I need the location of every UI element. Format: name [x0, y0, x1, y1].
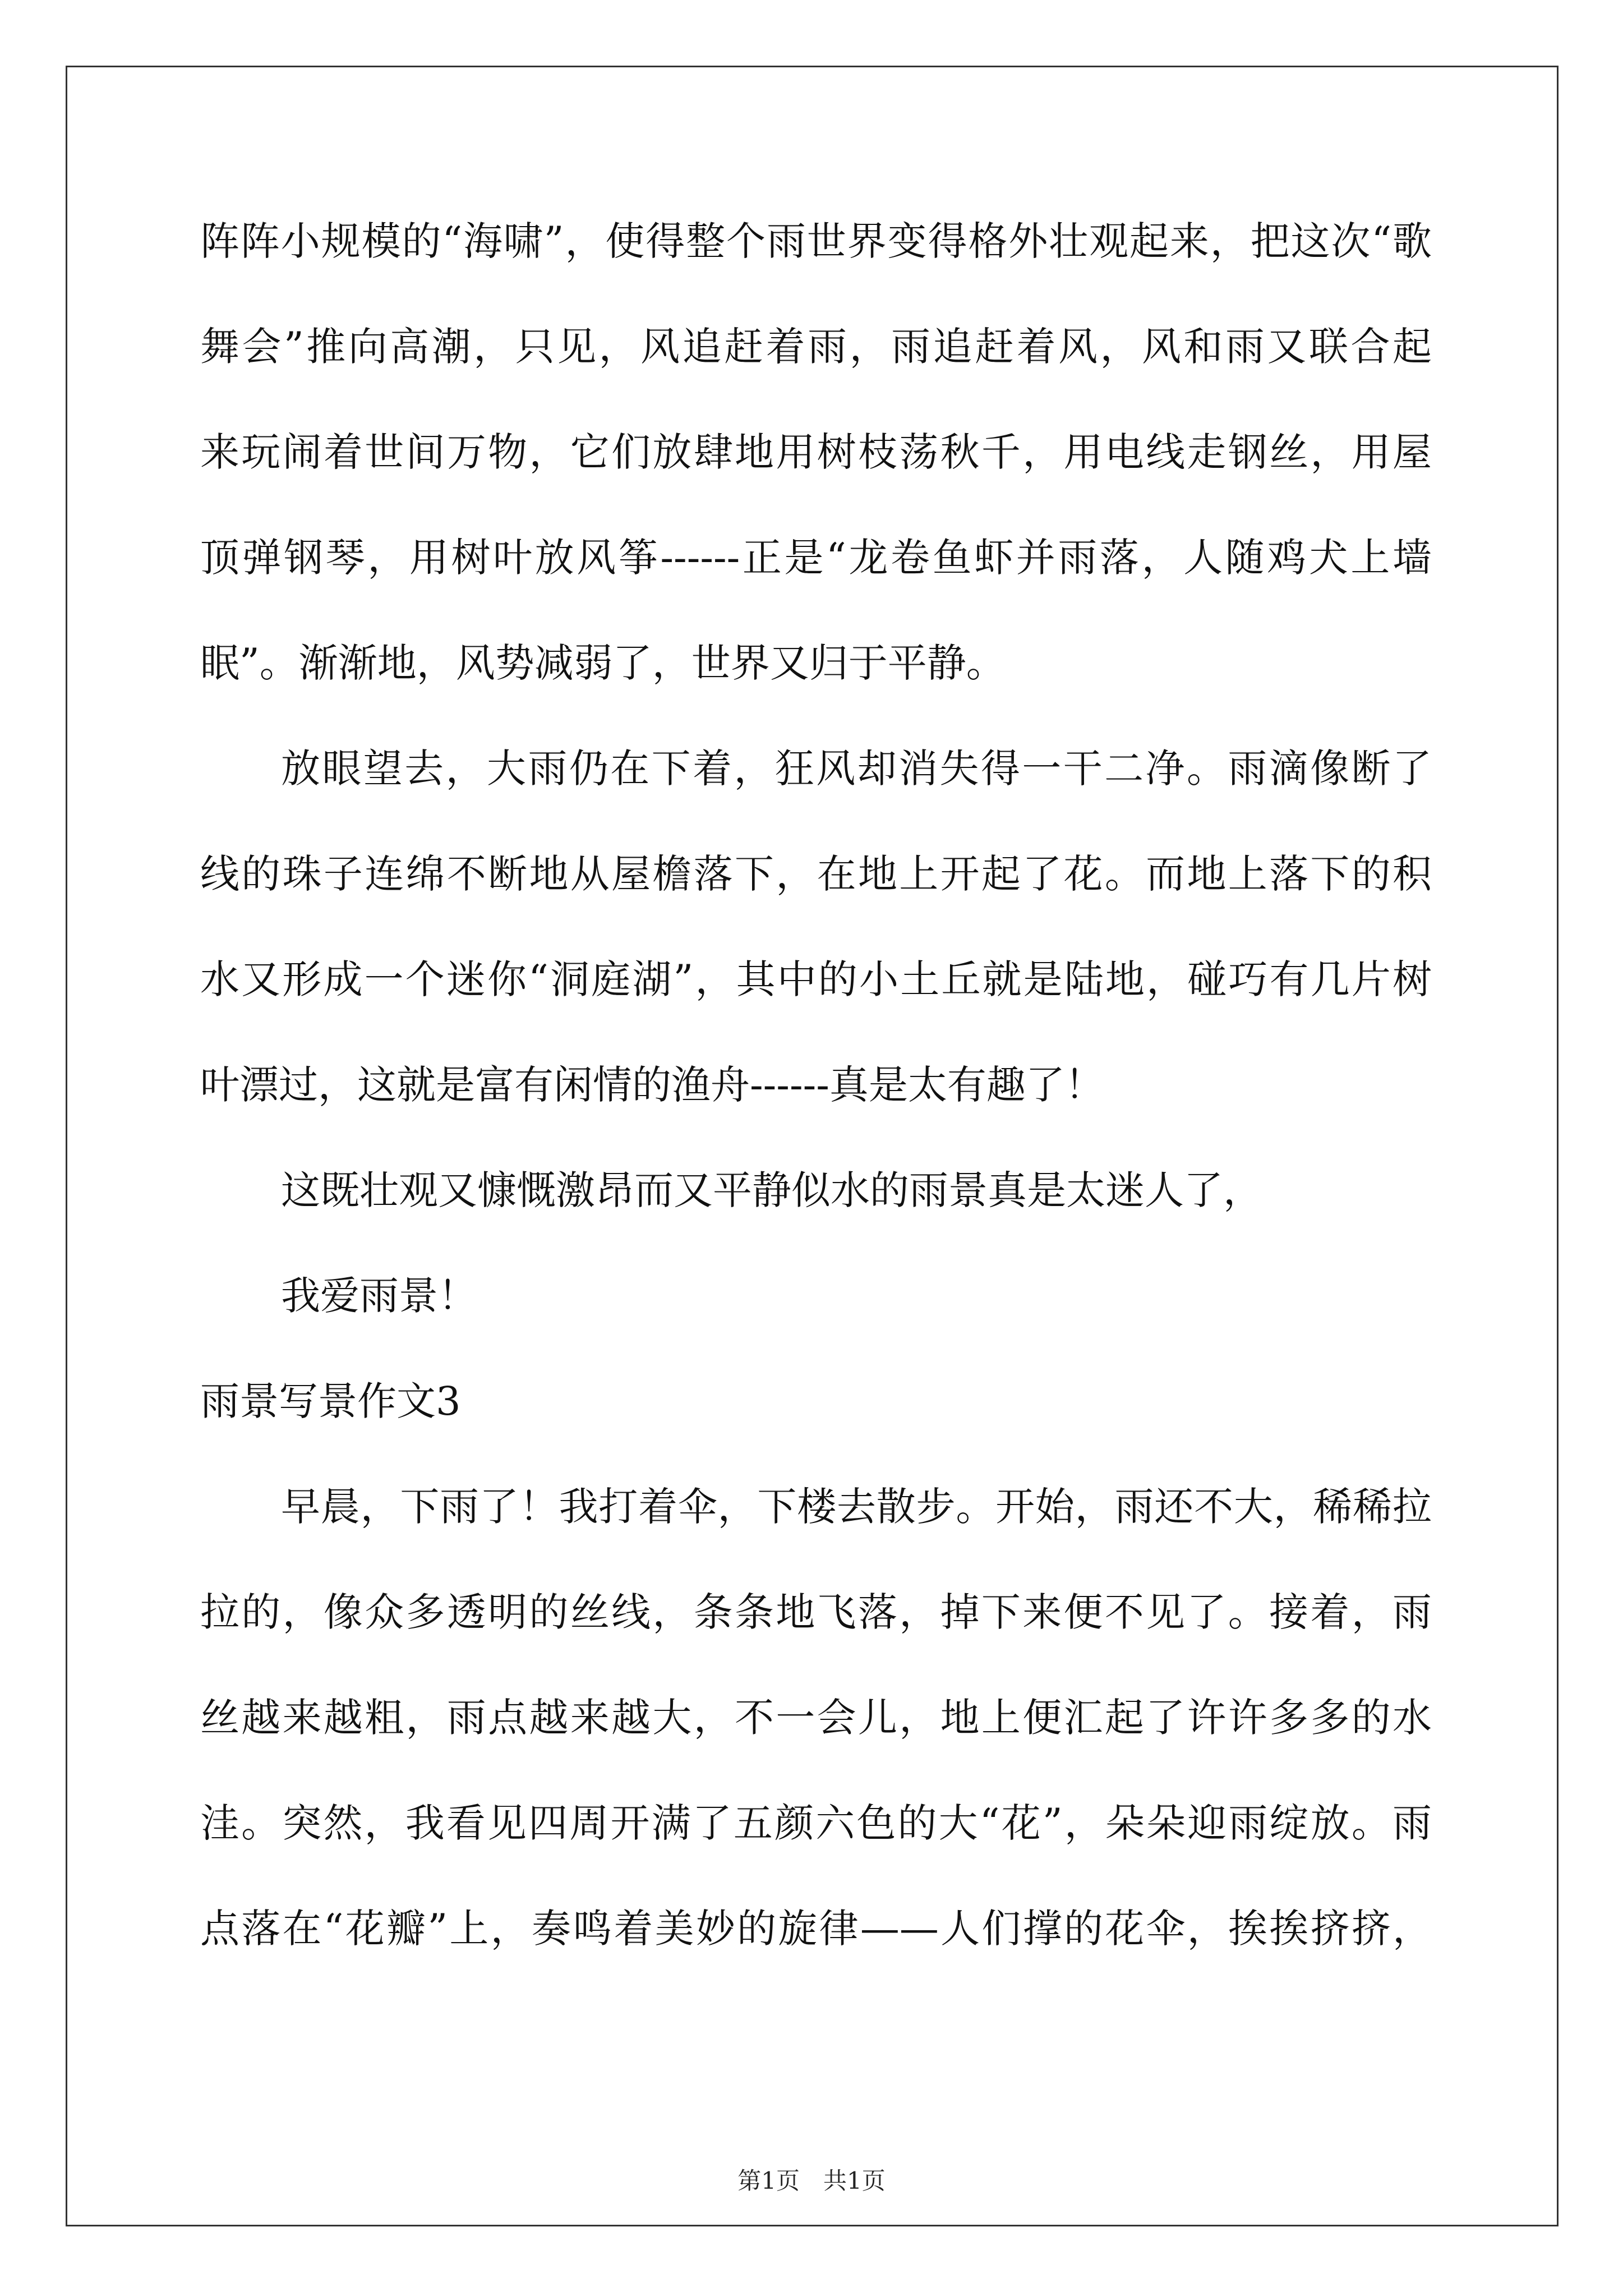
text-line: 洼。突然，我看见四周开满了五颜六色的大“花”，朵朵迎雨绽放。雨: [200, 1800, 1432, 1846]
text-line: 阵阵小规模的“海啸”，使得整个雨世界变得格外壮观起来，把这次“歌: [200, 218, 1432, 264]
text-line: 顶弹钢琴，用树叶放风筝------正是“龙卷鱼虾并雨落，人随鸡犬上墙: [200, 535, 1432, 581]
page-number-footer: 第1页 共1页: [737, 2167, 886, 2194]
text-line: 叶漂过，这就是富有闲情的渔舟------真是太有趣了！: [200, 1062, 1104, 1108]
paragraph-first-line: 这既壮观又慷慨激昂而又平静似水的雨景真是太迷人了，: [281, 1167, 1262, 1213]
section-heading: 雨景写景作文3: [200, 1378, 461, 1424]
text-line: 舞会”推向高潮，只见，风追赶着雨，雨追赶着风，风和雨又联合起: [200, 324, 1432, 370]
text-line: 眠”。渐渐地，风势减弱了，世界又归于平静。: [200, 640, 1006, 686]
paragraph-first-line: 早晨，下雨了！我打着伞，下楼去散步。开始，雨还不大，稀稀拉: [281, 1484, 1432, 1530]
text-line: 线的珠子连绵不断地从屋檐落下，在地上开起了花。而地上落下的积: [200, 851, 1432, 897]
paragraph-first-line: 放眼望去，大雨仍在下着，狂风却消失得一干二净。雨滴像断了: [281, 746, 1432, 792]
text-line: 点落在“花瓣”上，奏鸣着美妙的旋律——人们撑的花伞，挨挨挤挤，: [200, 1906, 1432, 1952]
text-line: 拉的，像众多透明的丝线，条条地飞落，掉下来便不见了。接着，雨: [200, 1589, 1432, 1635]
paragraph-first-line: 我爱雨景！: [281, 1273, 477, 1319]
text-line: 来玩闹着世间万物，它们放肆地用树枝荡秋千，用电线走钢丝，用屋: [200, 429, 1432, 475]
text-line: 水又形成一个迷你“洞庭湖”，其中的小土丘就是陆地，碰巧有几片树: [200, 956, 1432, 1002]
text-line: 丝越来越粗，雨点越来越大，不一会儿，地上便汇起了许许多多的水: [200, 1695, 1432, 1741]
